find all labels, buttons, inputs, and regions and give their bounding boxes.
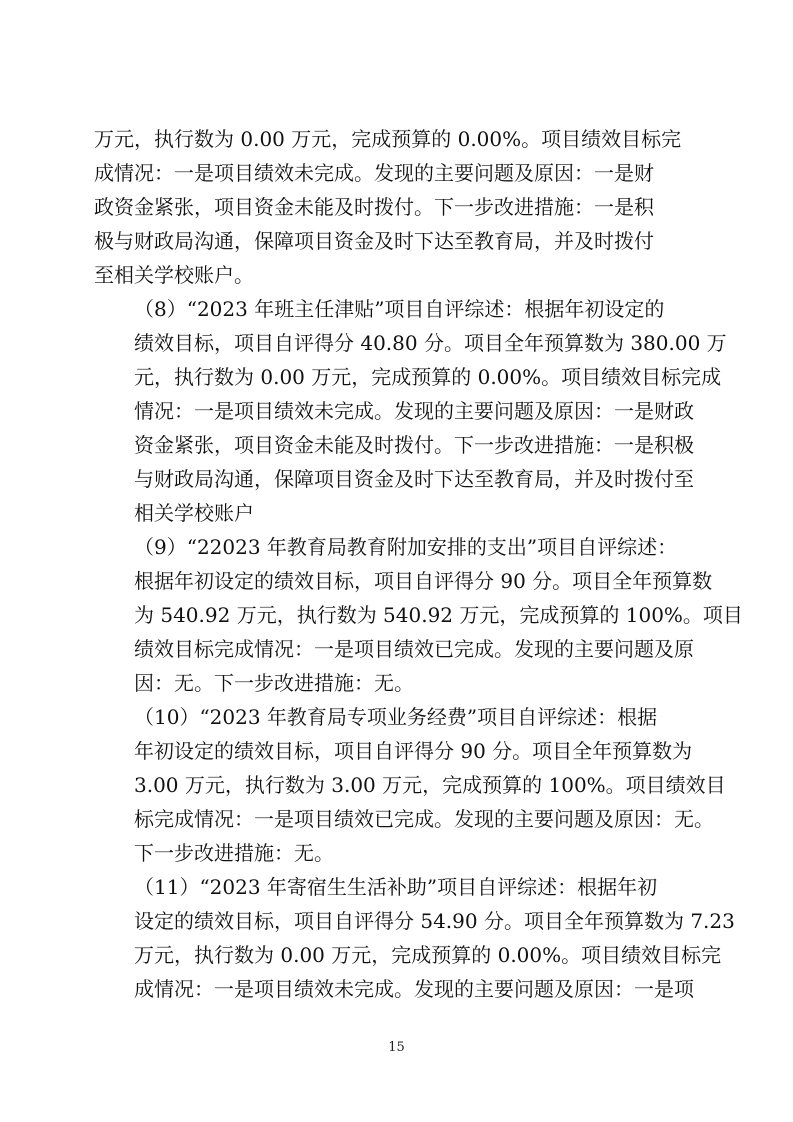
text-line: 万元，执行数为 0.00 万元，完成预算的 0.00%。项目绩效目标完 [94,127,682,151]
paragraph [94,530,743,700]
text-line: 成情况：一是项目绩效未完成。发现的主要问题及原因：一是财 [94,161,654,185]
text-line: 因：无。下一步改进措施：无。 [134,671,414,695]
text-line: 与财政局沟通，保障项目资金及时下达至教育局，并及时拨付至 [134,467,694,491]
text-line: 年初设定的绩效目标，项目自评得分 90 分。项目全年预算数为 [134,739,693,763]
text-line: 绩效目标，项目自评得分 40.80 分。项目全年预算数为 380.00 万 [134,331,727,355]
text-line: 标完成情况：一是项目绩效已完成。发现的主要问题及原因：无。 [134,807,714,831]
text-line: 极与财政局沟通，保障项目资金及时下达至教育局，并及时拨付 [94,229,654,253]
paragraph [94,292,727,530]
text-line: （11）“2023 年寄宿生生活补助”项目自评综述：根据年初 [134,875,658,899]
text-line: 下一步改进措施：无。 [134,841,334,865]
text-line: 相关学校账户 [134,501,254,525]
body-text [94,122,743,1006]
text-line: 资金紧张，项目资金未能及时拨付。下一步改进措施：一是积极 [134,433,694,457]
text-line: 绩效目标完成情况：一是项目绩效已完成。发现的主要问题及原 [134,637,694,661]
text-line: （10）“2023 年教育局专项业务经费”项目自评综述：根据 [134,705,658,729]
text-line: 成情况：一是项目绩效未完成。发现的主要问题及原因：一是项 [134,977,694,1001]
text-line: 至相关学校账户。 [94,263,254,287]
text-line: 情况：一是项目绩效未完成。发现的主要问题及原因：一是财政 [134,399,694,423]
text-line: 根据年初设定的绩效目标，项目自评得分 90 分。项目全年预算数 [134,569,713,593]
text-line: 3.00 万元，执行数为 3.00 万元，完成预算的 100%。项目绩效目 [134,773,726,797]
paragraph [94,122,714,292]
text-line: 设定的绩效目标，项目自评得分 54.90 分。项目全年预算数为 7.23 [134,909,735,933]
text-line: 万元，执行数为 0.00 万元，完成预算的 0.00%。项目绩效目标完 [134,943,722,967]
text-line: 元，执行数为 0.00 万元，完成预算的 0.00%。项目绩效目标完成 [134,365,722,389]
page-number: 15 [388,1040,405,1055]
text-line: 为 540.92 万元，执行数为 540.92 万元，完成预算的 100%。项目 [134,603,743,627]
text-line: （9）“22023 年教育局教育附加安排的支出”项目自评综述： [134,535,678,559]
paragraph [94,870,735,1006]
text-line: 政资金紧张，项目资金未能及时拨付。下一步改进措施：一是积 [94,195,654,219]
paragraph [94,700,726,870]
text-line: （8）“2023 年班主任津贴”项目自评综述：根据年初设定的 [134,297,665,321]
